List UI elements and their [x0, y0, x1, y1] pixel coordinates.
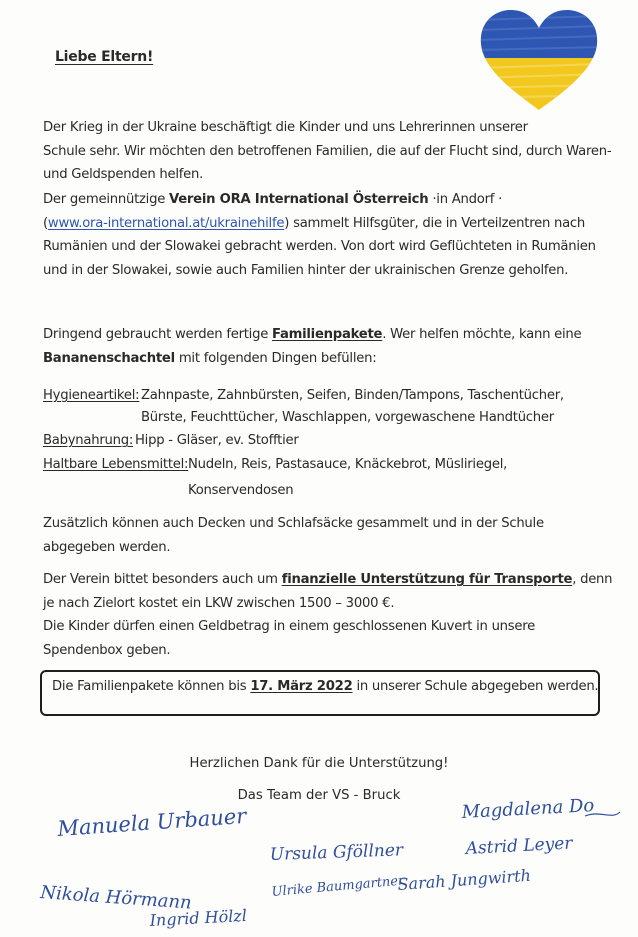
org-name: Verein ORA International Österreich [169, 192, 429, 207]
signature: Magdalena Do [461, 795, 595, 823]
food-label: Haltbare Lebensmittel: [43, 457, 189, 472]
signatures [0, 780, 638, 937]
baby-items: Hipp - Gläser, ev. Stofftier [135, 433, 299, 448]
signature: Ulrike Baumgartner [271, 873, 405, 900]
signature: Nikola Hörmann [39, 882, 193, 914]
hygiene-label: Hygieneartikel: [43, 388, 140, 403]
food-items: Nudeln, Reis, Pastasauce, Knäckebrot, Müsliriegel, [188, 457, 508, 472]
signature: Ursula Gföllner [269, 840, 404, 865]
hygiene-items: Bürste, Feuchttücher, Waschlappen, vorgewaschene Handtücher [141, 410, 554, 425]
packets-paragraph: Dringend gebraucht werden fertige Familienpakete. Wer helfen möchte, kann eine Bananenschachtel mit folgenden Dingen befüllen: [43, 327, 582, 366]
signature: Astrid Leyer [465, 833, 573, 859]
packets-keyword: Familienpakete [272, 327, 383, 342]
greeting: Liebe Eltern! [55, 49, 154, 65]
deadline-date: 17. März 2022 [250, 679, 353, 694]
food-items: Konservendosen [188, 483, 294, 498]
org-line: Rumänien und der Slowakei gebracht werden. Von dort wird Geflüchteten in Rumänien [43, 239, 596, 254]
intro-line: und Geldspenden helfen. [43, 167, 204, 182]
deadline-box: Die Familienpakete können bis 17. März 2022 in unserer Schule abgegeben werden. [40, 670, 600, 716]
intro-line: Schule sehr. Wir möchten den betroffenen Familien, die auf der Flucht sind, durch Waren- [43, 143, 612, 159]
intro-paragraph [43, 116, 612, 187]
blankets-paragraph: Zusätzlich können auch Decken und Schlafsäcke gesammelt und in der Schule abgegeben werden. [43, 516, 544, 555]
box-keyword: Bananenschachtel [43, 350, 175, 366]
org-link[interactable]: www.ora-international.at/ukrainehilfe [47, 215, 285, 231]
signature: Sarah Jungwirth [396, 865, 532, 894]
hygiene-items: Zahnpaste, Zahnbürsten, Seifen, Binden/Tampons, Taschentücher, [141, 388, 564, 403]
org-paragraph: Der gemeinnützige Verein ORA International Österreich ·in Andorf · (www.ora-international.at/ukrainehilfe) sammelt Hilfsgüter, die in Verteilzentren nach Rumänien und der Slowakei gebracht werden. Von dort wird Geflüchteten in Rumänien und in der Slowakei, sowie auch Familien hinter der ukrainischen Grenze geholfen. [43, 188, 603, 282]
transport-keyword: finanzielle Unterstützung für Transporte [281, 572, 573, 587]
baby-label: Babynahrung: [43, 433, 134, 448]
ukraine-heart-icon [477, 6, 601, 116]
intro-line: Der Krieg in der Ukraine beschäftigt die Kinder und uns Lehrerinnen unserer [43, 120, 528, 135]
signature: Ingrid Hölzl [149, 905, 248, 930]
signature: Manuela Urbauer [56, 803, 247, 841]
transport-paragraph: Der Verein bittet besonders auch um finanzielle Unterstützung für Transporte, denn je nach Zielort kostet ein LKW zwischen 1500 – 3000 €. Die Kinder dürfen einen Geldbetrag in einem geschlossenen Kuvert in unsere Spendenbox geben. [43, 572, 613, 658]
org-line: und in der Slowakei, sowie auch Familien hinter der ukrainischen Grenze geholfen. [43, 262, 569, 278]
team-line: Das Team der VS - Bruck [237, 788, 401, 803]
thanks-line: Herzlichen Dank für die Unterstützung! [189, 756, 449, 771]
